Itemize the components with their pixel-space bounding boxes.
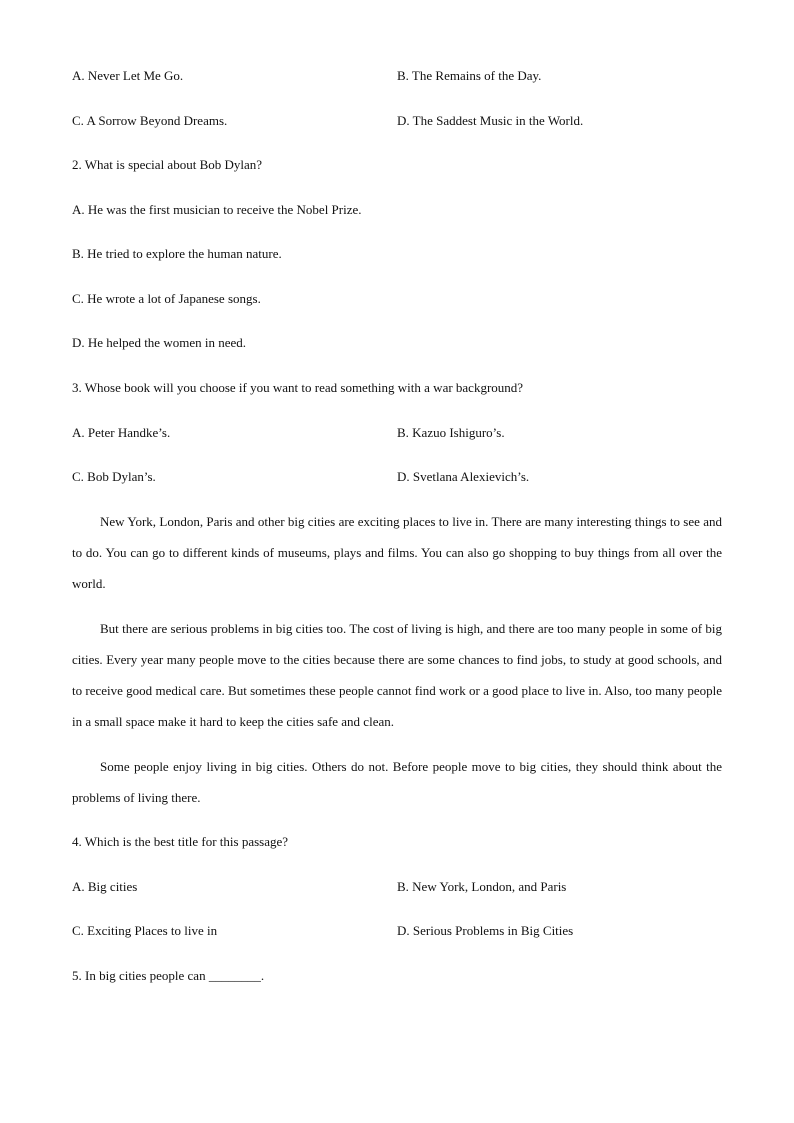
q1-option-b: B. The Remains of the Day.	[397, 68, 542, 83]
q4-option-a: A. Big cities	[72, 879, 138, 894]
q3-option-c: C. Bob Dylan’s.	[72, 469, 156, 484]
passage-paragraph-2: But there are serious problems in big cities too. The cost of living is high, and there are too many people in some of big cities. Every year many people move to the cities because there are some chances to find jobs, to study at good schools, and to receive good medical care. But sometimes these people cannot find work or a good place to live in. Also, too many people in a small space make it hard to keep the cities safe and clean.	[72, 621, 722, 729]
q3-option-d: D. Svetlana Alexievich’s.	[397, 469, 530, 484]
passage-paragraph-3: Some people enjoy living in big cities. Others do not. Before people move to big cities, they should think about the problems of living there.	[72, 759, 722, 805]
q2-option-a: A. He was the first musician to receive the Nobel Prize.	[72, 202, 362, 217]
q2-option-d: D. He helped the women in need.	[72, 335, 247, 350]
q1-option-d: D. The Saddest Music in the World.	[397, 113, 584, 128]
q4-option-c: C. Exciting Places to live in	[72, 923, 218, 938]
q2-option-c: C. He wrote a lot of Japanese songs.	[72, 291, 261, 306]
q4-option-d: D. Serious Problems in Big Cities	[397, 923, 574, 938]
q1-option-c: C. A Sorrow Beyond Dreams.	[72, 113, 228, 128]
q3-stem: 3. Whose book will you choose if you want to read something with a war background?	[72, 380, 524, 395]
q4-stem: 4. Which is the best title for this passage?	[72, 834, 289, 849]
q3-option-a: A. Peter Handke’s.	[72, 425, 171, 440]
passage-paragraph-1: New York, London, Paris and other big cities are exciting places to live in. There are many interesting things to see and to do. You can go to different kinds of museums, plays and films. You can also go shopping to buy things from all over the world.	[72, 514, 722, 591]
q3-option-b: B. Kazuo Ishiguro’s.	[397, 425, 505, 440]
q5-stem: 5. In big cities people can ________.	[72, 968, 265, 983]
q4-option-b: B. New York, London, and Paris	[397, 879, 567, 894]
q2-option-b: B. He tried to explore the human nature.	[72, 246, 282, 261]
q2-stem: 2. What is special about Bob Dylan?	[72, 157, 263, 172]
q1-option-a: A. Never Let Me Go.	[72, 68, 184, 83]
